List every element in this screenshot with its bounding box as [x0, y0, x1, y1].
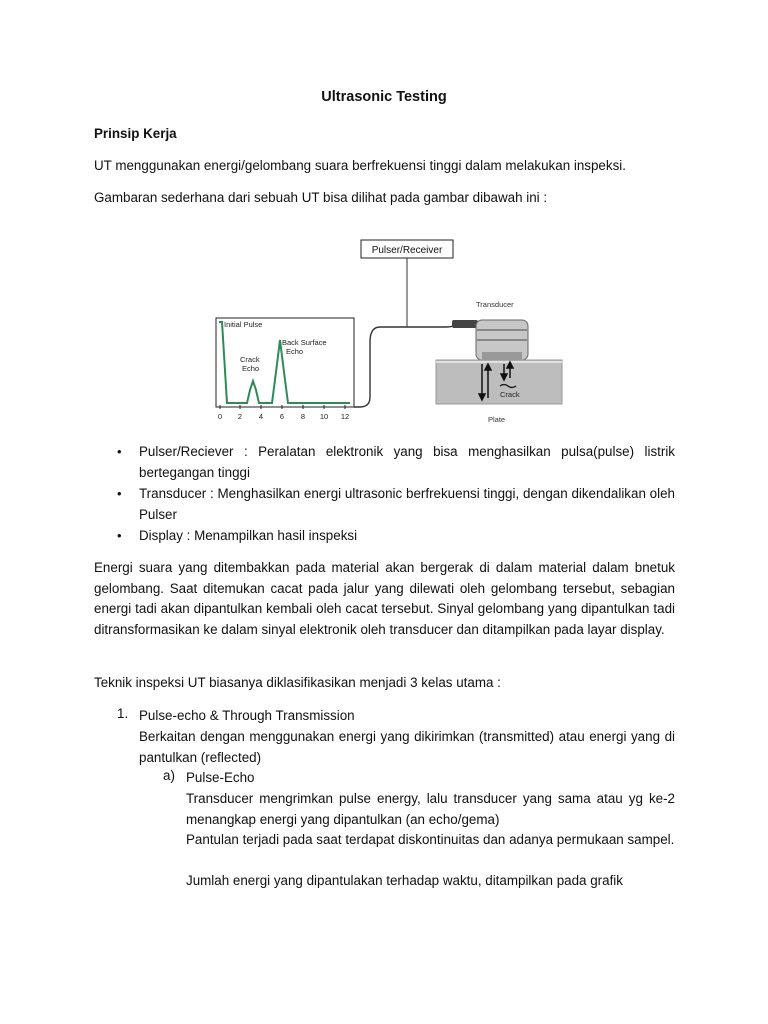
- plate: [436, 360, 562, 404]
- tick-label: 2: [237, 412, 243, 421]
- body-paragraph: Teknik inspeksi UT biasanya diklasifikasikan menjadi 3 kelas utama :: [94, 675, 501, 690]
- connector: [452, 320, 478, 328]
- crack-echo-label: Echo: [242, 364, 260, 373]
- tick-label: 0: [217, 412, 223, 421]
- bullet-symbol: •: [117, 486, 122, 501]
- sublist-title: Pulse-Echo: [186, 770, 255, 785]
- plate-label: Plate: [488, 415, 506, 424]
- figure-intro-text: Gambaran sederhana dari sebuah UT bisa dilihat pada gambar dibawah ini :: [94, 190, 548, 205]
- back-surface-label: Echo: [286, 347, 304, 356]
- crack-label: Crack: [500, 390, 520, 399]
- list-item-title: Pulse-echo & Through Transmission: [139, 708, 355, 723]
- pulser-label: Pulser/Receiver: [371, 245, 443, 256]
- transducer-label: Transducer: [476, 300, 514, 309]
- tick-label: 10: [319, 412, 329, 421]
- display-cable: [354, 327, 407, 407]
- sublist-text: Jumlah energi yang dipantulakan terhadap waktu, ditampilkan pada grafik: [186, 873, 623, 888]
- body-paragraph: Energi suara yang ditembakkan pada material akan bergerak di dalam material dalam bnetuk gelombang. Saat ditemukan cacat pada jalur yang dilewati oleh gelombang tersebut, sebagian energi tadi akan dipantulkan kembali oleh cacat tersebut. Sinyal gelombang yang dipantulkan tadi ditransformasikan ke dalam sinyal elektronik oleh transducer dan ditampilkan pada layar display.: [94, 560, 675, 637]
- transducer-icon: [476, 320, 528, 362]
- back-surface-label: Back Surface: [282, 338, 327, 347]
- intro-text: UT menggunakan energi/gelombang suara berfrekuensi tinggi dalam melakukan inspeksi.: [94, 158, 626, 173]
- display-screen: [216, 318, 354, 407]
- list-item-desc: Berkaitan dengan menggunakan energi yang dikirimkan (transmitted) atau energi yang di pantulkan (reflected): [139, 729, 675, 765]
- tick-label: 12: [340, 412, 350, 421]
- bullet-item: Display : Menampilkan hasil inspeksi: [139, 528, 358, 543]
- document-title: Ultrasonic Testing: [321, 89, 447, 105]
- tick-label: 4: [258, 412, 264, 421]
- tick-label: 6: [279, 412, 285, 421]
- transducer-cable: [407, 324, 456, 327]
- tick-label: 8: [300, 412, 306, 421]
- bullet-symbol: •: [117, 444, 122, 459]
- crack-echo-label: Crack: [240, 355, 260, 364]
- sublist-label: a): [163, 768, 175, 783]
- sublist-text: Transducer mengrimkan pulse energy, lalu transducer yang sama atau yg ke-2 menangkap energi yang dipantulkan (an echo/gema): [186, 791, 675, 827]
- list-number: 1.: [117, 706, 129, 721]
- sublist-text: Pantulan terjadi pada saat terdapat diskontinuitas dan adanya permukaan sampel.: [186, 832, 675, 847]
- bullet-item: Pulser/Reciever : Peralatan elektronik yang bisa menghasilkan pulsa(pulse) listrik bertegangan tinggi: [139, 444, 675, 480]
- ultrasonic-diagram: [200, 232, 580, 432]
- initial-pulse-label: Initial Pulse: [224, 320, 263, 329]
- section-heading: Prinsip Kerja: [94, 126, 177, 141]
- bullet-symbol: •: [117, 528, 122, 543]
- bullet-item: Transducer : Menghasilkan energi ultrasonic berfrekuensi tinggi, dengan dikendalikan oleh Pulser: [139, 486, 675, 522]
